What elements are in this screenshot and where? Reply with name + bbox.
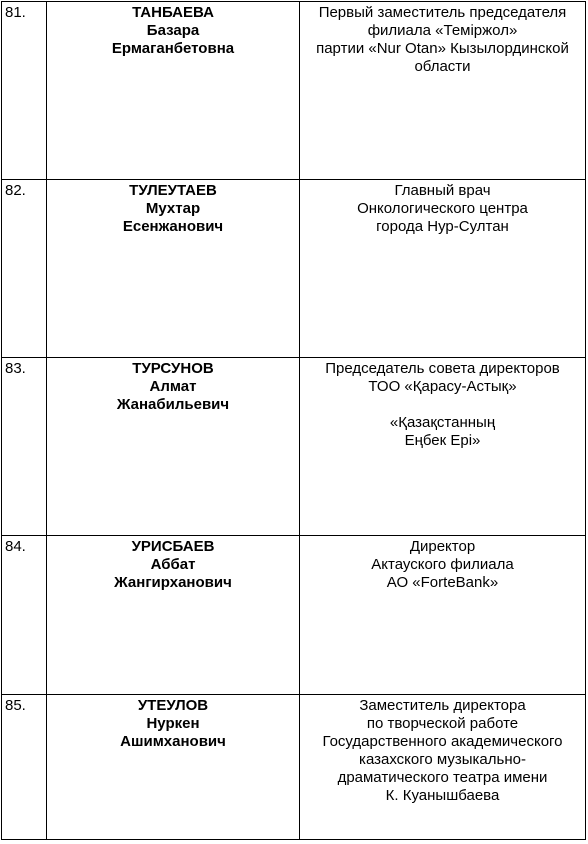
description-line: Онкологического центра <box>357 200 528 217</box>
row-number: 84. <box>2 536 47 695</box>
description-line: Директор <box>409 538 476 555</box>
description-line: АО «ForteBank» <box>386 574 499 591</box>
person-name <box>47 2 300 180</box>
patronymic: Ашимханович <box>120 733 226 750</box>
surname: ТУРСУНОВ <box>132 360 214 377</box>
description-line: Заместитель директора <box>359 697 526 714</box>
surname: УТЕУЛОВ <box>137 697 209 714</box>
description-spacer <box>300 396 585 414</box>
row-number: 81. <box>2 2 47 180</box>
person-name <box>47 180 300 358</box>
first-name: Нуркен <box>146 715 200 732</box>
description-line: ТОО «Қарасу-Астық» <box>368 378 517 395</box>
description-line: по творческой работе <box>366 715 519 732</box>
person-name <box>47 695 300 840</box>
position-description <box>300 536 586 695</box>
first-name: Мухтар <box>145 200 201 217</box>
description-line: партии «Nur Otan» Кызылординской <box>316 40 569 57</box>
description-line: Государственного академического <box>322 733 563 750</box>
description-line: филиала «Теміржол» <box>367 22 518 39</box>
surname: ТУЛЕУТАЕВ <box>129 182 217 199</box>
table-row <box>2 2 586 180</box>
description-line: Председатель совета директоров <box>325 360 560 377</box>
surname: ТАНБАЕВА <box>132 4 214 21</box>
description-line: драматического театра имени <box>337 769 548 786</box>
position-description <box>300 695 586 840</box>
first-name: Базара <box>146 22 200 39</box>
first-name: Алмат <box>149 378 197 395</box>
table-row <box>2 695 586 840</box>
position-description <box>300 358 586 536</box>
person-name <box>47 358 300 536</box>
table-row <box>2 536 586 695</box>
position-description <box>300 2 586 180</box>
description-line: области <box>414 58 471 75</box>
patronymic: Ермаганбетовна <box>111 40 235 57</box>
description-line: города Нур-Султан <box>376 218 509 235</box>
description-line: казахского музыкально- <box>359 751 526 768</box>
patronymic: Есенжанович <box>122 218 224 235</box>
row-number: 83. <box>2 358 47 536</box>
patronymic: Жангирханович <box>114 574 232 591</box>
description-line: Первый заместитель председателя <box>318 4 567 21</box>
table-row <box>2 358 586 536</box>
person-name <box>47 536 300 695</box>
row-number: 85. <box>2 695 47 840</box>
description-line: Актауского филиала <box>371 556 514 573</box>
description-line: Главный врач <box>394 182 491 199</box>
award-line: «Қазақстанның <box>389 414 496 431</box>
award-list-table <box>1 1 586 840</box>
first-name: Аббат <box>150 556 196 573</box>
row-number: 82. <box>2 180 47 358</box>
position-description <box>300 180 586 358</box>
patronymic: Жанабильевич <box>116 396 230 413</box>
surname: УРИСБАЕВ <box>131 538 215 555</box>
award-line: Еңбек Ері» <box>404 432 481 449</box>
description-line: К. Куанышбаева <box>385 787 500 804</box>
table-row <box>2 180 586 358</box>
